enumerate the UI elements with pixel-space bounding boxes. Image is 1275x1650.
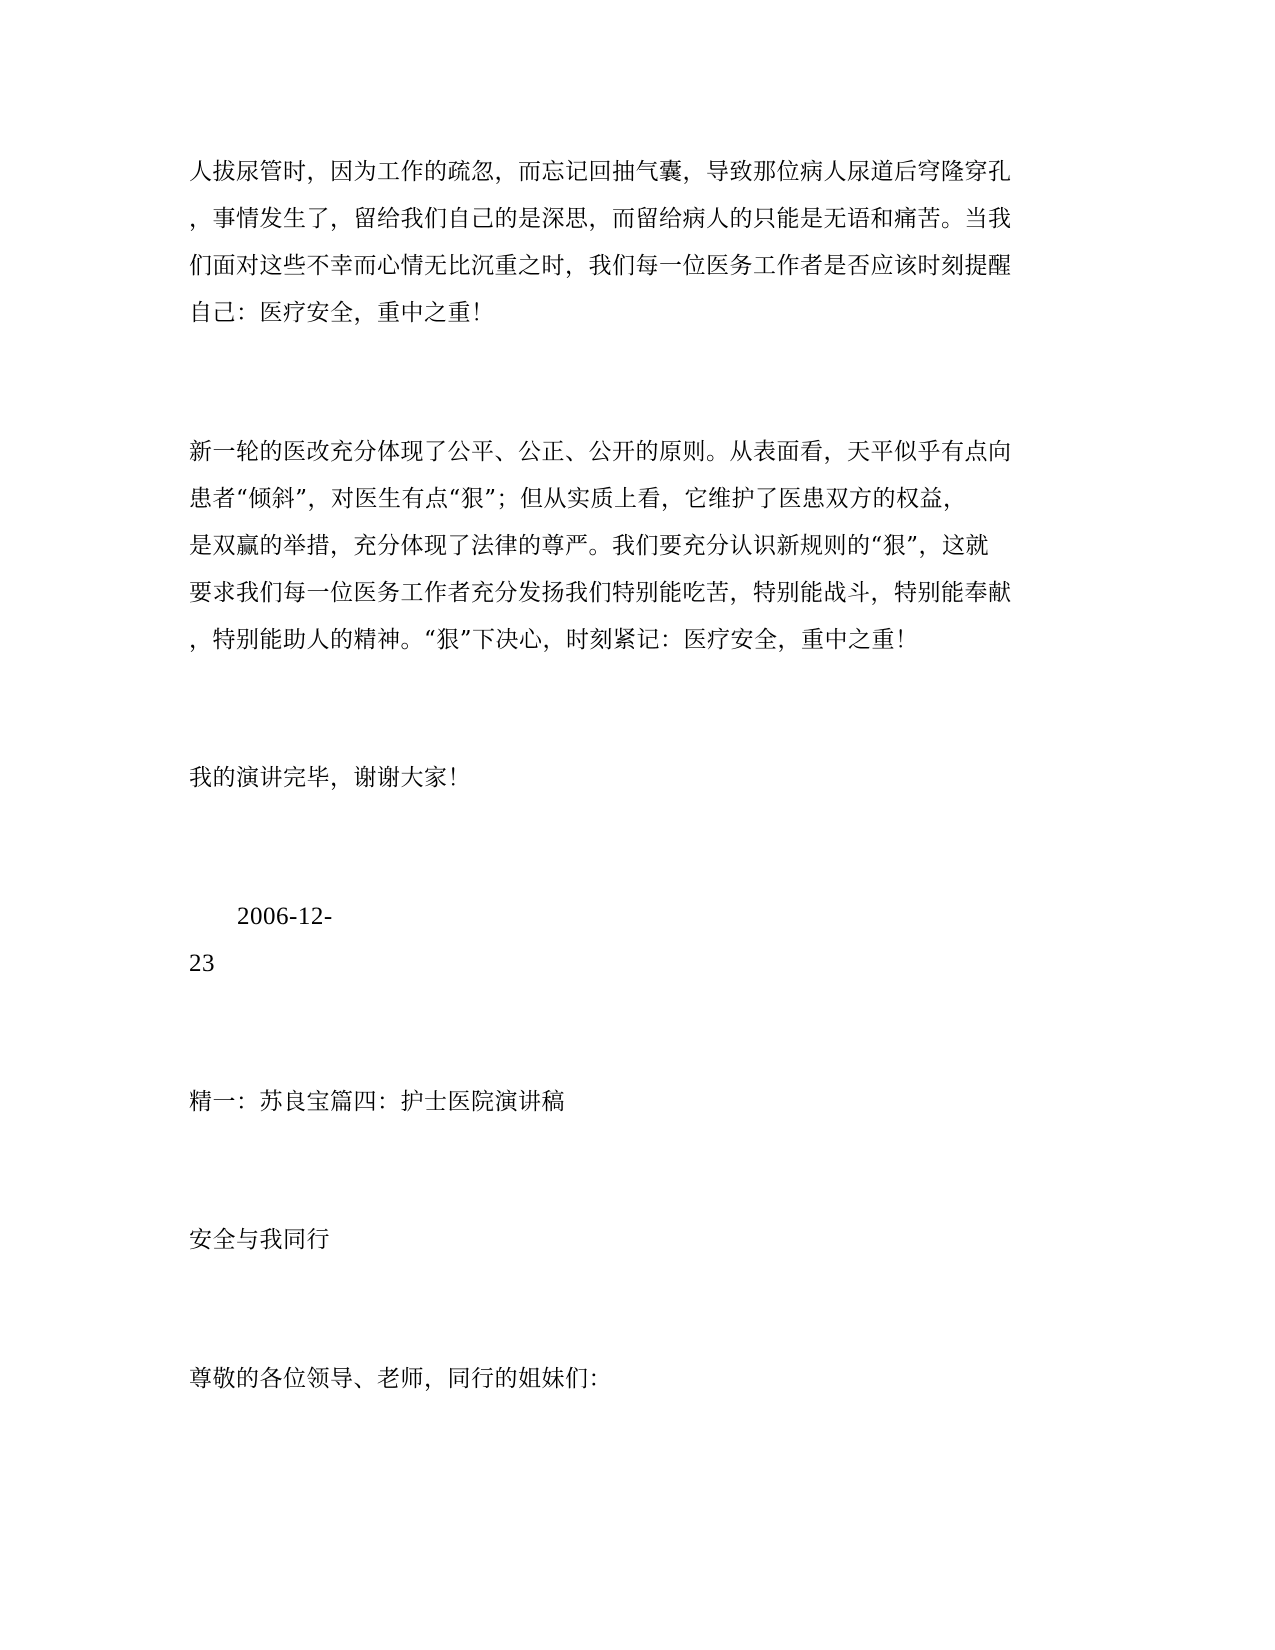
paragraph-2-line-1: 新一轮的医改充分体现了公平、公正、公开的原则。从表面看，天平似乎有点向 [189, 439, 1012, 465]
paragraph-2-line-2: 患者“倾斜”，对医生有点“狠”；但从实质上看，它维护了医患双方的权益， [189, 486, 967, 512]
paragraph-1-line-4: 自己：医疗安全，重中之重！ [189, 300, 495, 326]
paragraph-1-line-2: ，事情发生了，留给我们自己的是深思，而留给病人的只能是无语和痛苦。当我 [189, 206, 1012, 232]
section-heading: 精一：苏良宝篇四：护士医院演讲稿 [189, 1089, 565, 1115]
paragraph-2-line-4: 要求我们每一位医务工作者充分发扬我们特别能吃苦，特别能战斗，特别能奉献 [189, 580, 1012, 606]
paragraph-2-line-3: 是双赢的举措，充分体现了法律的尊严。我们要充分认识新规则的“狠”，这就 [189, 533, 990, 559]
closing-remark: 我的演讲完毕，谢谢大家！ [189, 765, 471, 791]
date-line-2: 23 [189, 950, 215, 977]
salutation: 尊敬的各位领导、老师，同行的姐妹们： [189, 1366, 612, 1392]
paragraph-1-line-1: 人拔尿管时，因为工作的疏忽，而忘记回抽气囊，导致那位病人尿道后穹隆穿孔 [189, 159, 1012, 185]
paragraph-2-line-5: ，特别能助人的精神。“狠”下决心，时刻紧记：医疗安全，重中之重！ [189, 627, 919, 653]
date-line-1: 2006-12- [237, 903, 333, 930]
speech-title: 安全与我同行 [189, 1227, 330, 1253]
paragraph-1-line-3: 们面对这些不幸而心情无比沉重之时，我们每一位医务工作者是否应该时刻提醒 [189, 253, 1012, 279]
